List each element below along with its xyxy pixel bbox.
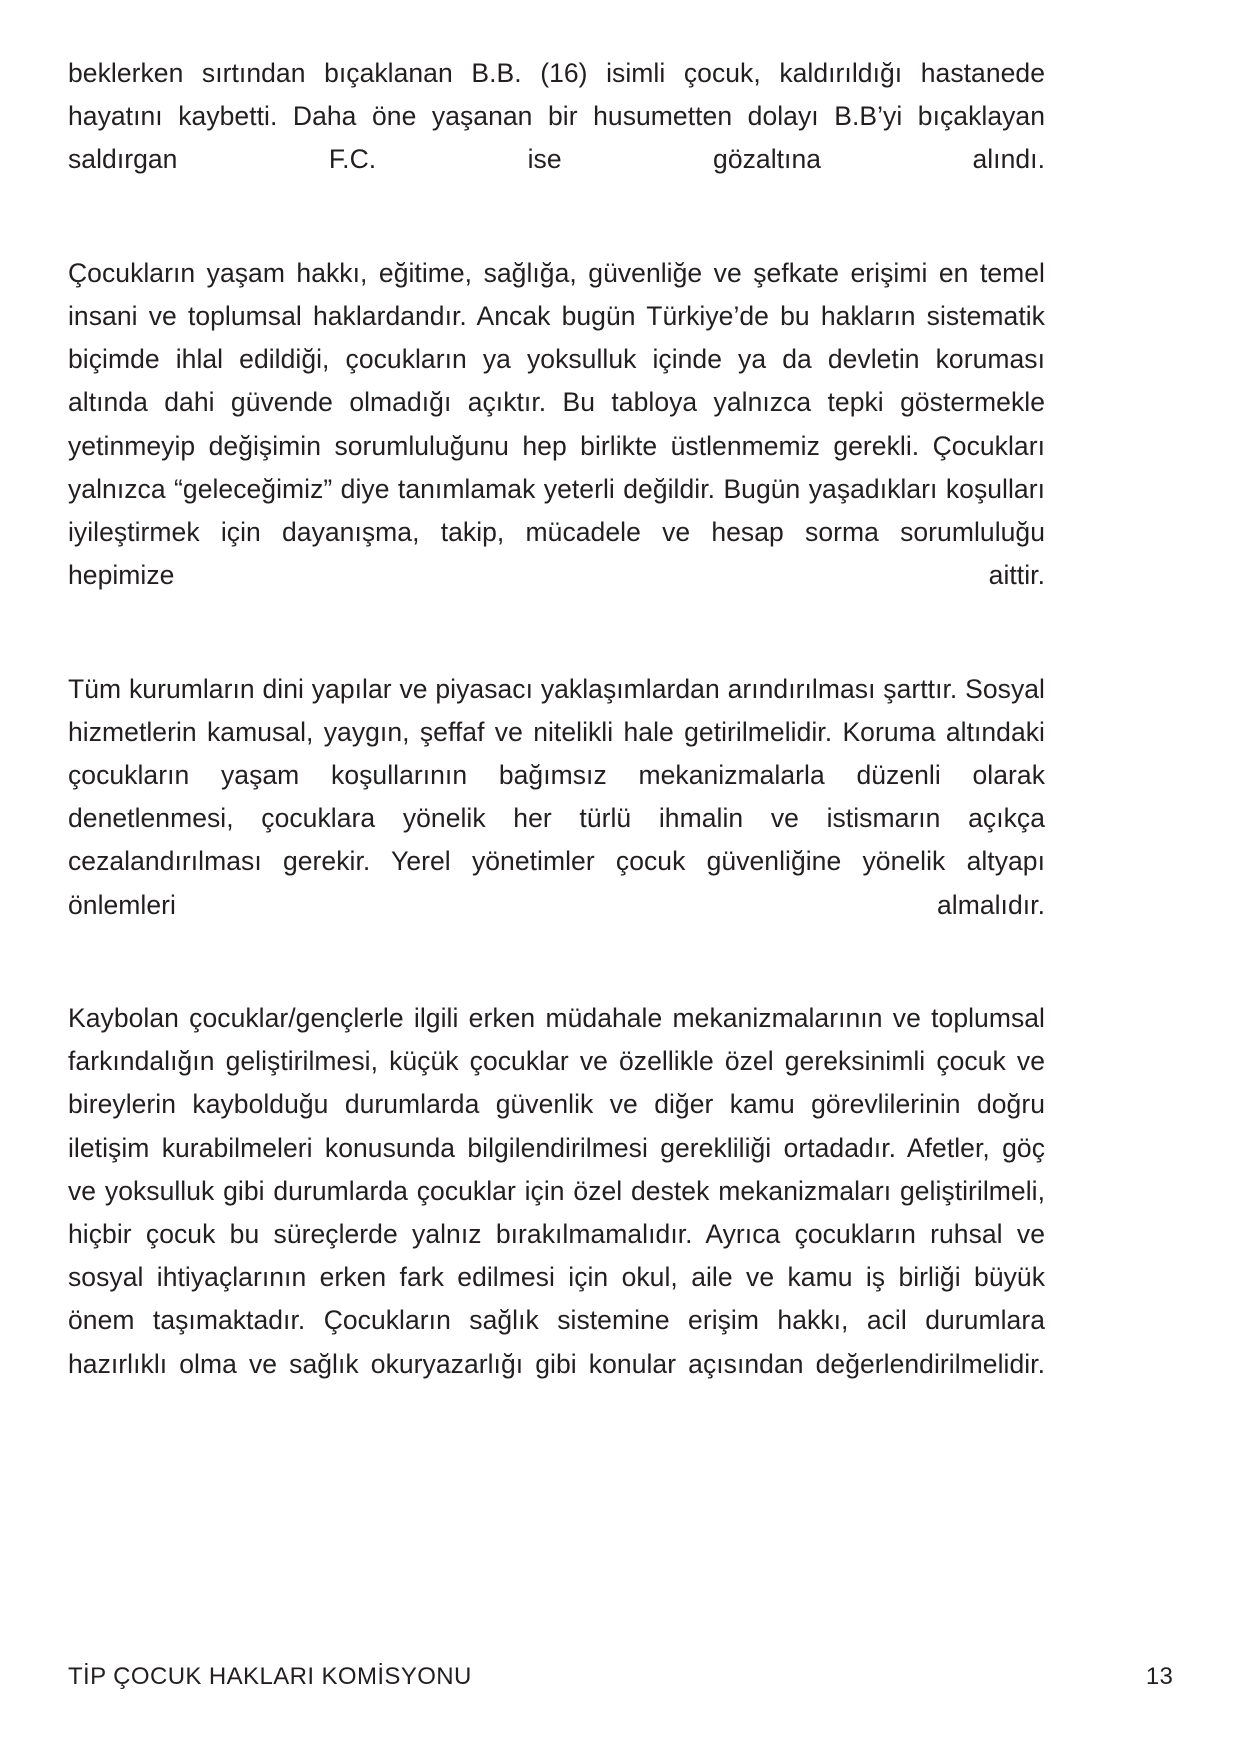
page-footer (68, 1662, 1173, 1692)
body-paragraph-2: Çocukların yaşam hakkı, eğitime, sağlığa, güvenliğe ve şefkate erişimi en temel insani ve toplumsal haklardandır. Ancak bugün Türkiye’de bu hakların sistematik biçimde ihlal edildiği, çocukların ya yoksulluk içinde ya da devletin koruması altında dahi güvende olmadığı açıktır. Bu tabloya yalnızca tepki göstermekle yetinmeyip değişimin sorumluluğunu hep birlikte üstlenmemiz gerekli. Çocukları yalnızca “geleceğimiz” diye tanımlamak yeterli değildir. Bugün yaşadıkları koşulları iyileştirmek için dayanışma, takip, mücadele ve hesap sorma sorumluluğu hepimize aittir. (68, 257, 1045, 591)
body-paragraph-4: Kaybolan çocuklar/gençlerle ilgili erken müdahale mekanizmalarının ve toplumsal farkındalığın geliştirilmesi, küçük çocuklar ve özellikle özel gereksinimli çocuk ve bireylerin kaybolduğu durumlarda güvenlik ve diğer kamu görevlilerinin doğru iletişim kurabilmeleri konusunda bilgilendirilmesi gerekliliği ortadadır. Afetler, göç ve yoksulluk gibi durumlarda çocuklar için özel destek mekanizmaları geliştirilmeli, hiçbir çocuk bu süreçlerde yalnız bırakılmamalıdır. Ayrıca çocukların ruhsal ve sosyal ihtiyaçlarının erken fark edilmesi için okul, aile ve kamu iş birliği büyük önem taşımaktadır. Çocukların sağlık sistemine erişim hakkı, acil durumlara hazırlıklı olma ve sağlık okuryazarlığı gibi konular açısından değerlendirilmelidir. (68, 1003, 1045, 1379)
body-paragraph-3: Tüm kurumların dini yapılar ve piyasacı yaklaşımlardan arındırılması şarttır. Sosyal hizmetlerin kamusal, yaygın, şeffaf ve nitelikli hale getirilmelidir. Koruma altındaki çocukların yaşam koşullarının bağımsız mekanizmalarla düzenli olarak denetlenmesi, çocuklara yönelik her türlü ihmalin ve istismarın açıkça cezalandırılması gerekir. Yerel yönetimler çocuk güvenliğine yönelik altyapı önlemleri almalıdır. (68, 673, 1045, 920)
page-body-content (68, 52, 1045, 1429)
body-paragraph-1: beklerken sırtından bıçaklanan B.B. (16) isimli çocuk, kaldırıldığı hastanede hayatını kaybetti. Daha öne yaşanan bir husumetten dolayı B.B’yi bıçaklayan saldırgan F.C. ise gözaltına alındı. (68, 58, 1045, 175)
footer-page-number: 13 (1145, 1663, 1173, 1690)
footer-organization-label: TİP ÇOCUK HAKLARI KOMİSYONU (68, 1663, 472, 1690)
